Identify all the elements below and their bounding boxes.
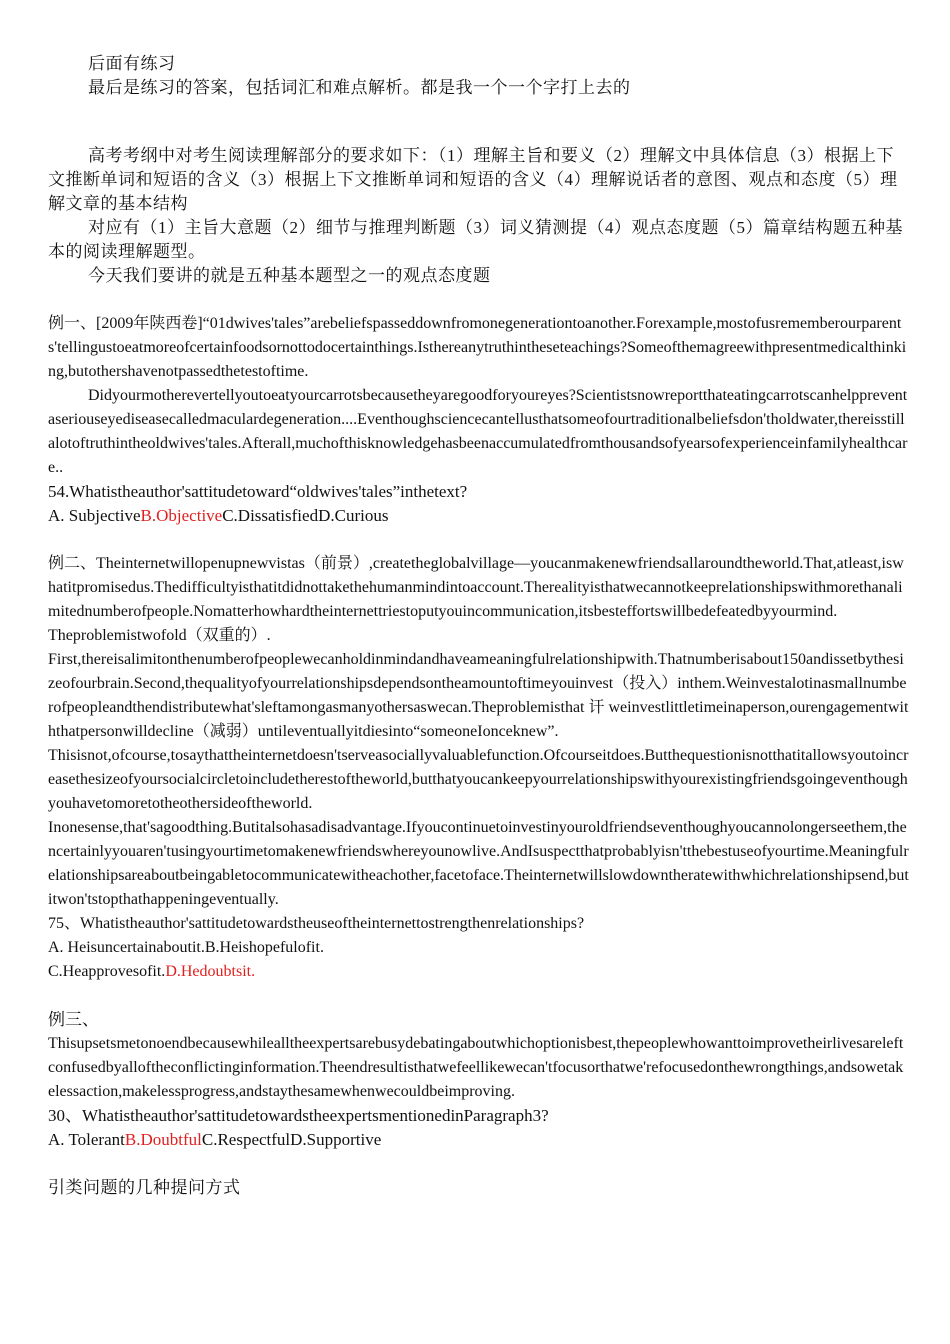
example-2-paragraph-4: Thisisnot,ofcourse,tosaythattheinternetdoesn'tserveasociallyvaluablefunction.Ofcourseitdoes.Butthequestionisnotthatitallowsyoutoincreasethesizeofyoursocialcircletoincludetherestoftheworld,butthatyoucankeepyourrelationshipswithyourexistingfriendsgoingeventhoughyouhavetomoretotheothersideoftheworld. — [48, 747, 909, 812]
spacer — [48, 1152, 910, 1176]
option-d-correct: D.Hedoubtsit. — [165, 963, 256, 980]
intro-line-1: 后面有练习 — [88, 54, 176, 73]
example-2-paragraph-1: 例二、Theinternetwillopenupnewvistas（前景）,createtheglobalvillage—youcanmakenewfriendsallaroundtheworld.That,atleast,iswhatitpromisedus.Thedifficultyisthatitdidnottakethehumanmindintoaccount.Therealityisthatwecannotkeeprelationshipswithmorethanalimitednumberofpeople.Nomatterhowhardtheinternettriestoputyouincommunication,itsbesteffortswillbedefeatedbyyourmind. — [48, 555, 904, 620]
spacer — [48, 528, 910, 552]
option-b-correct: B.Doubtful — [124, 1130, 202, 1149]
option-b-correct: B.Objective — [140, 506, 223, 525]
intro-line-2: 最后是练习的答案，包括词汇和难点解析。都是我一个一个字打上去的 — [88, 78, 631, 97]
example-1-paragraph-2: Didyourmotherevertellyoutoeatyourcarrotsbecausetheyaregoodforyoureyes?Scientistsnowreportthateatingcarrotscanhelppreventaseriouseyediseasecalledmaculardegeneration....Eventhoughsciencecantellusthatsomeofourtraditionalbeliefsdon'tholdwater,thereisstillalotoftruthintheoldwives'tales.Afterall,muchofthisknowledgehasbeenaccumulatedfromthousandsofyearsofexperienceinfamilyhealthcare.. — [48, 387, 908, 476]
example-2-paragraph-5: Inonesense,that'sagoodthing.Butitalsohasadisadvantage.Ifyoucontinuetoinvestinyouroldfriendseventhoughyoucannolongerseethem,thencertainlyyouaren'tusingyourtimetomakenewfriendswhereyounowlive.AndIsuspectthatprobablyisn'tthebestuseofyourtime.Meaningfulrelationshipsareaboutbeingabletocommunicatewitheachother,facetoface.Theinternetwillslowdowntheratewithwhichrelationshipsend,butitwon'tstopthathappeningeventually. — [48, 819, 909, 908]
example-2-paragraph-3: First,thereisalimitonthenumberofpeoplewecanholdinmindandhaveameaningfulrelationshipwith.Thatnumberisabout150andissetbythesizeofourbrain.Second,thequalityofyourrelationshipsdependsontheamountoftimeyouinvest（投入）inthem.Weinvestalotinasmallnumberofpeopleandthendistributewhat'sleftamongasmanyothersaswecan.Theproblemisthat 讦 weinvestlittletimeinaperson,ourengagementwiththatpersonwilldecline（减弱）untileventuallyitdiesinto“someoneIonceknew”. — [48, 651, 909, 740]
example-2-question: 75、Whatistheauthor'sattitudetowardstheuseoftheinternettostrengthenrelationships? — [48, 915, 585, 932]
example-1-question: 54.Whatistheauthor'sattitudetoward“oldwives'tales”inthetext? — [48, 482, 468, 501]
option-d: D.Curious — [318, 506, 389, 525]
overview-paragraph-1: 高考考纲中对考生阅读理解部分的要求如下：（1）理解主旨和要义（2）理解文中具体信息（3）根据上下文推断单词和短语的含义（3）根据上下文推断单词和短语的含义（4）理解说话者的意图、观点和态度（5）理解文章的基本结构 — [48, 146, 898, 213]
overview-paragraph-3: 今天我们要讲的就是五种基本题型之一的观点态度题 — [88, 266, 491, 285]
example-2-options-ab: A. Heisuncertainaboutit.B.Heishopefulofit. — [48, 939, 324, 956]
example-2-options-cd — [48, 960, 910, 984]
option-c: C.Dissatisfied — [222, 506, 319, 525]
example-1-options — [48, 504, 910, 528]
example-2-paragraph-2: Theproblemistwofold（双重的）. — [48, 627, 271, 644]
example-1 — [48, 312, 910, 528]
option-c: C.Respectful — [201, 1130, 291, 1149]
example-3-paragraph-1: Thisupsetsmetonoendbecausewhilealltheexpertsarebusydebatingaboutwhichoptionisbest,thepeoplewhowanttoimprovetheirlivesareleftconfusedbyalloftheconflictinginformation.Theendresultisthatwefeellikewecan'tfocusorthatwe'refocusedonthewrongthings,andsowetakelessaction,makelessprogress,andstaythesamewhenwecouldbeimproving. — [48, 1035, 904, 1100]
example-1-paragraph-1: 例一、[2009年陕西卷]“01dwives'tales”arebeliefspasseddownfromonegenerationtoanother.Forexample,mostofusrememberourparents'tellingustoeatmoreofcertainfoodsornottodocertainthings.Isthereanytruthintheseteachings?Someofthemagreewithpresentmedicalthinking,butothershavenotpassedthetestoftime. — [48, 315, 907, 380]
example-3 — [48, 1008, 910, 1152]
option-a: A. Subjective — [48, 506, 141, 525]
closing-heading: 引类问题的几种提问方式 — [48, 1178, 241, 1197]
spacer — [48, 288, 910, 312]
example-2 — [48, 552, 910, 984]
example-3-heading: 例三、 — [48, 1010, 99, 1029]
option-d: D.Supportive — [290, 1130, 382, 1149]
option-c: C.Heapprovesofit. — [48, 963, 166, 980]
spacer — [48, 984, 910, 1008]
document-page — [48, 52, 910, 1200]
spacer — [48, 100, 910, 144]
example-3-question: 30、Whatistheauthor'sattitudetowardstheexpertsmentionedinParagraph3? — [48, 1106, 549, 1125]
option-a: A. Tolerant — [48, 1130, 125, 1149]
example-3-options — [48, 1128, 910, 1152]
overview-paragraph-2: 对应有（1）主旨大意题（2）细节与推理判断题（3）词义猜测提（4）观点态度题（5）篇章结构题五种基本的阅读理解题型。 — [48, 218, 903, 261]
